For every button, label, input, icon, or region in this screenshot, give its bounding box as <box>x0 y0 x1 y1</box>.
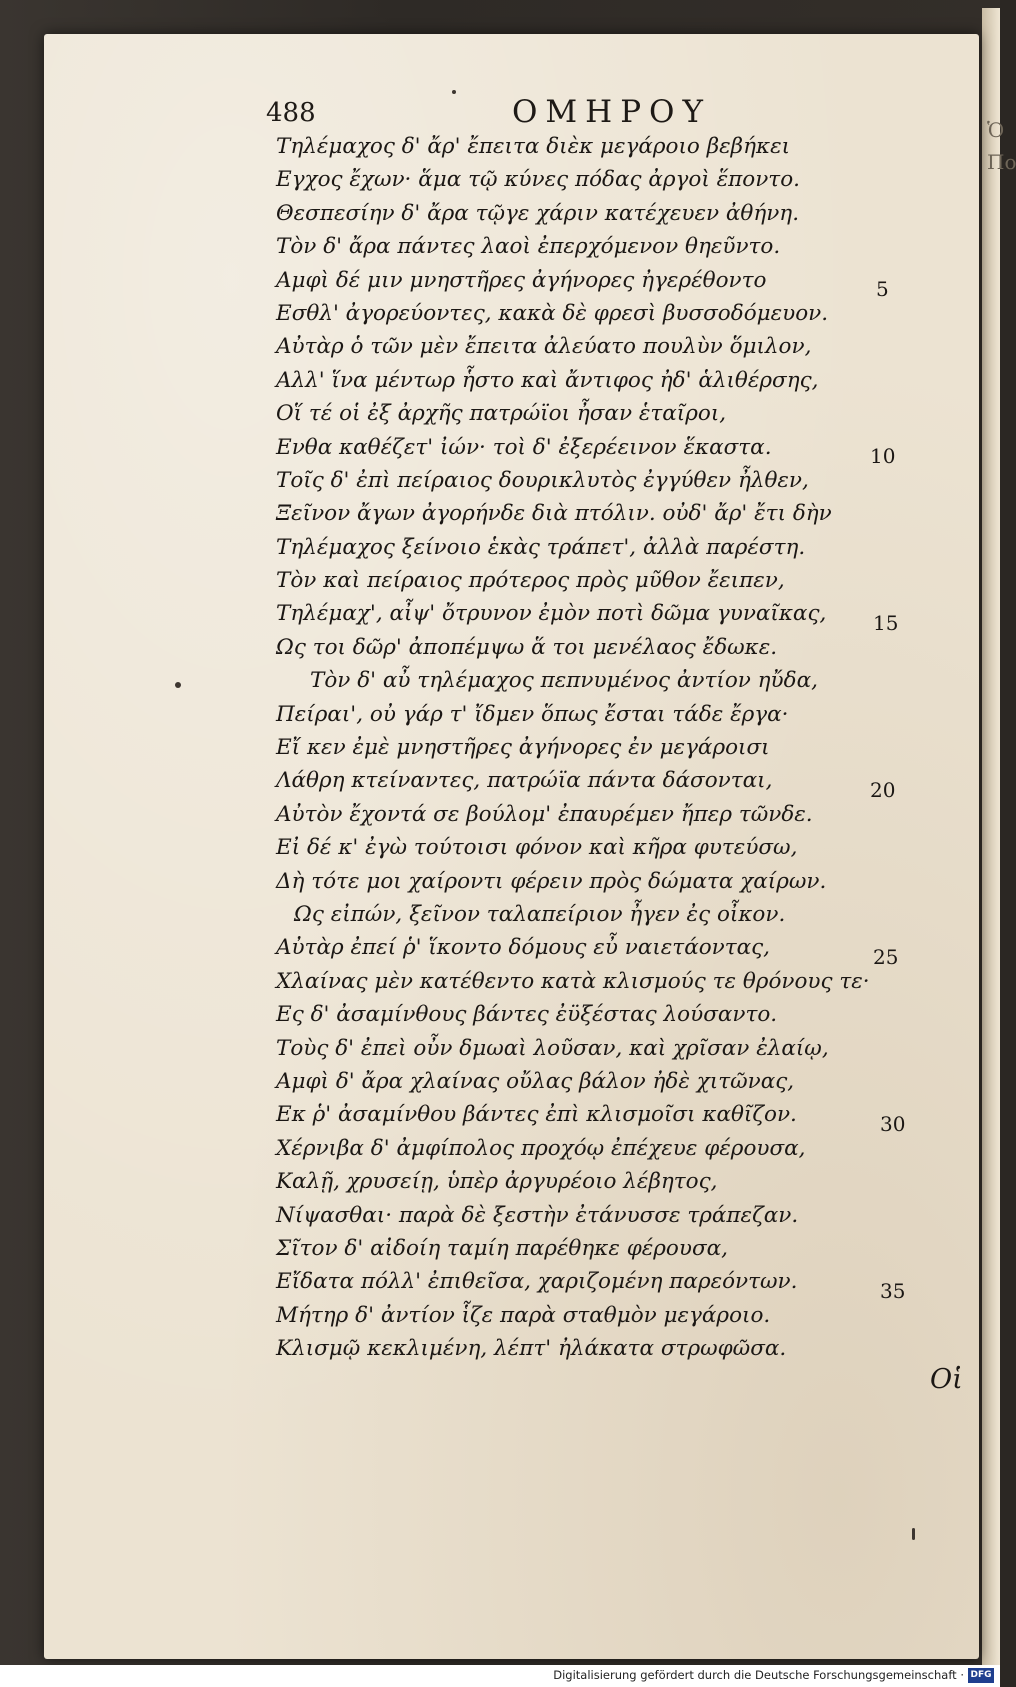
ink-speck <box>175 682 181 688</box>
facing-page-mark: Πο <box>987 150 1016 174</box>
line-number: 35 <box>880 1279 906 1303</box>
ink-speck <box>912 1528 915 1540</box>
verse-line: Τηλέμαχ', αἶψ' ὄτρυνον ἐμὸν ποτὶ δῶμα γυναῖκας, <box>276 601 827 627</box>
book-page <box>44 34 979 1659</box>
verse-line: Τὸν δ' ἄρα πάντες λαοὶ ἐπερχόμενον θηεῦντο. <box>276 234 781 260</box>
verse-line: Εἴδατα πόλλ' ἐπιθεῖσα, χαριζομένη παρεόντων. <box>276 1269 798 1295</box>
page-number: 488 <box>266 98 316 128</box>
line-number: 20 <box>870 778 896 802</box>
dfg-logo: DFG <box>968 1668 994 1683</box>
line-number: 30 <box>880 1112 906 1136</box>
verse-line: Εγχος ἔχων· ἅμα τῷ κύνες πόδας ἀργοὶ ἕποντο. <box>276 167 800 193</box>
verse-line: Τὸν δ' αὖ τηλέμαχος πεπνυμένος ἀντίον ηὔδα, <box>310 668 818 694</box>
ink-speck <box>452 90 456 94</box>
line-number: 5 <box>876 277 889 301</box>
verse-line: Τηλέμαχος δ' ἄρ' ἔπειτα διὲκ μεγάροιο βεβήκει <box>276 134 791 159</box>
running-title: ΟΜΗΡΟΥ <box>512 94 711 130</box>
verse-line: Ως εἰπών, ξεῖνον ταλαπείριον ἦγεν ἐς οἶκον. <box>294 901 786 927</box>
verse-line: Χέρνιβα δ' ἀμφίπολος προχόῳ ἐπέχευε φέρουσα, <box>276 1135 806 1161</box>
verse-line: Δὴ τότε μοι χαίροντι φέρειν πρὸς δώματα χαίρων. <box>276 868 827 894</box>
verse-line: Καλῇ, χρυσείῃ, ὑπὲρ ἀργυρέοιο λέβητος, <box>276 1169 718 1195</box>
verse-line: Μήτηρ δ' ἀντίον ἷζε παρὰ σταθμὸν μεγάροιο. <box>276 1302 771 1328</box>
verse-line: Νίψασθαι· παρὰ δὲ ξεστὴν ἐτάνυσσε τράπεζαν. <box>276 1202 799 1228</box>
verse-line: Αμφὶ δέ μιν μνηστῆρες ἀγήνορες ἠγερέθοντο <box>276 267 767 293</box>
verse-line: Αὐτὰρ ὁ τῶν μὲν ἔπειτα ἀλεύατο πουλὺν ὅμιλον, <box>276 334 812 360</box>
verse-line: Αὐτὸν ἔχοντά σε βούλομ' ἐπαυρέμεν ἤπερ τῶνδε. <box>276 801 813 827</box>
verse-line: Αμφὶ δ' ἄρα χλαίνας οὔλας βάλον ἠδὲ χιτῶνας, <box>276 1068 795 1094</box>
line-number: 10 <box>870 444 896 468</box>
verse-line: Εκ ῥ' ἀσαμίνθου βάντες ἐπὶ κλισμοῖσι καθῖζον. <box>276 1102 797 1128</box>
verse-line: Εἴ κεν ἐμὲ μνηστῆρες ἀγήνορες ἐν μεγάροισι <box>276 735 770 761</box>
verse-line: Ες δ' ἀσαμίνθους βάντες ἐϋξέστας λούσαντο. <box>276 1002 778 1028</box>
funding-credit: Digitalisierung gefördert durch die Deutsche Forschungsgemeinschaft · <box>553 1668 964 1682</box>
verse-block <box>276 130 936 1365</box>
verse-line: Θεσπεσίην δ' ἄρα τῷγε χάριν κατέχευεν ἀθήνη. <box>276 200 800 226</box>
verse-line: Εσθλ' ἀγορεύοντες, κακὰ δὲ φρεσὶ βυσσοδόμευον. <box>276 300 829 326</box>
verse-line: Πείραι', οὐ γάρ τ' ἴδμεν ὅπως ἔσται τάδε ἔργα· <box>276 701 789 727</box>
verse-line: Ως τοι δῶρ' ἀποπέμψω ἅ τοι μενέλαος ἔδωκε. <box>276 634 778 660</box>
catchword: Οἱ <box>930 1364 963 1395</box>
verse-line: Λάθρη κτείναντες, πατρώϊα πάντα δάσονται, <box>276 768 773 794</box>
verse-line: Χλαίνας μὲν κατέθεντο κατὰ κλισμούς τε θρόνους τε· <box>276 968 870 994</box>
verse-line: Εἰ δέ κ' ἐγὼ τούτοισι φόνον καὶ κῆρα φυτεύσω, <box>276 835 798 861</box>
verse-line: Σῖτον δ' αἰδοίη ταμίη παρέθηκε φέρουσα, <box>276 1235 728 1261</box>
verse-line: Αλλ' ἵνα μέντωρ ἧστο καὶ ἄντιφος ἠδ' ἁλιθέρσης, <box>276 367 819 393</box>
footer-bar <box>0 1665 1000 1687</box>
verse-line: Κλισμῷ κεκλιμένη, λέπτ' ἠλάκατα στρωφῶσα. <box>276 1336 787 1362</box>
verse-line: Οἵ τέ οἱ ἐξ ἀρχῆς πατρώϊοι ἦσαν ἑταῖροι, <box>276 401 727 427</box>
line-number: 15 <box>873 611 899 635</box>
verse-line: Ξεῖνον ἄγων ἀγορήνδε διὰ πτόλιν. οὐδ' ἄρ' ἔτι δὴν <box>276 501 832 527</box>
verse-line: Ενθα καθέζετ' ἰών· τοὶ δ' ἐξερέεινον ἕκαστα. <box>276 434 772 460</box>
verse-line: Τὸν καὶ πείραιος πρότερος πρὸς μῦθον ἔειπεν, <box>276 568 785 594</box>
verse-line: Τοὺς δ' ἐπεὶ οὖν δμωαὶ λοῦσαν, καὶ χρῖσαν ἐλαίῳ, <box>276 1035 829 1061</box>
line-number: 25 <box>873 945 899 969</box>
verse-line: Τηλέμαχος ξείνοιο ἑκὰς τράπετ', ἀλλὰ παρέστη. <box>276 534 806 560</box>
verse-line: Τοῖς δ' ἐπὶ πείραιος δουρικλυτὸς ἐγγύθεν ἦλθεν, <box>276 467 809 493</box>
facing-page-mark: Ὁ <box>987 118 1005 142</box>
verse-line: Αὐτὰρ ἐπεί ῥ' ἵκοντο δόμους εὖ ναιετάοντας, <box>276 935 771 961</box>
